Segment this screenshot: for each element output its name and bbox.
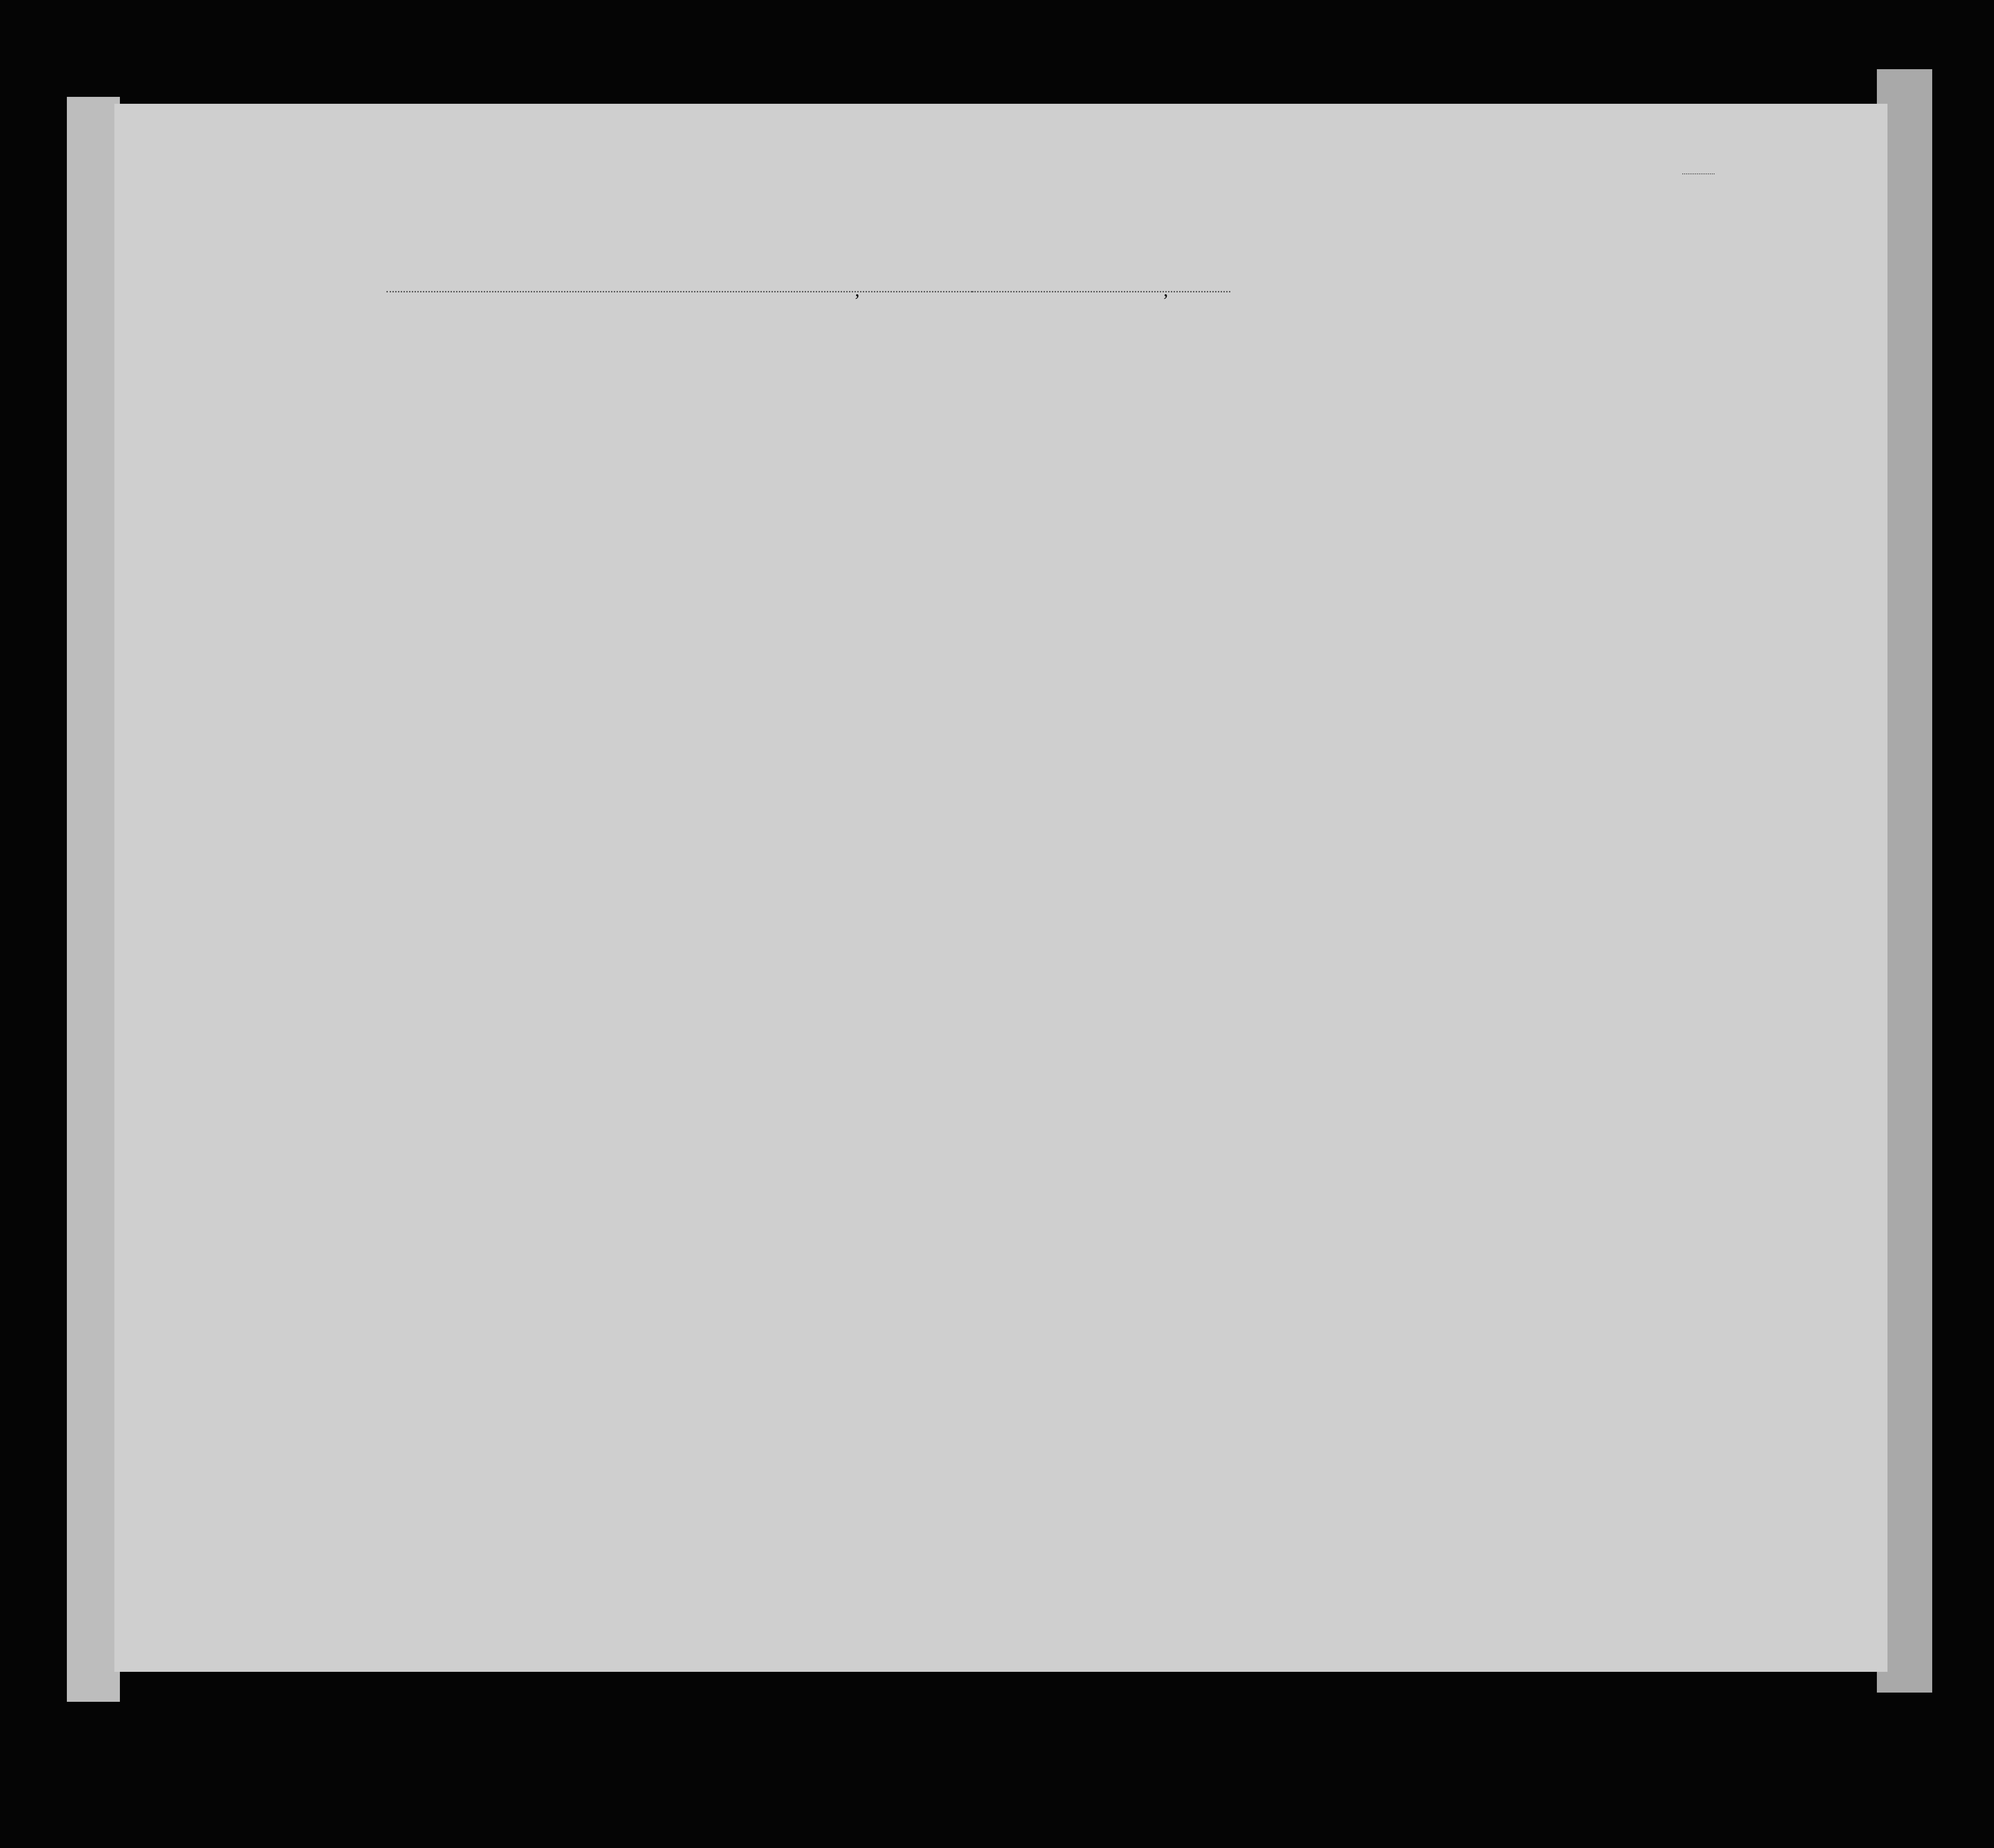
- date-dots: [972, 291, 1230, 292]
- list-number: [1682, 156, 1715, 174]
- col24-return: [1142, 376, 1174, 570]
- col26-header: [1286, 362, 1304, 565]
- col27-header: [1311, 362, 1329, 565]
- comma-2: ,: [1163, 279, 1168, 300]
- col34-inches: [1590, 408, 1608, 473]
- col24-length: [1176, 376, 1208, 570]
- table-grid: [114, 104, 1887, 1672]
- arriving-dots: [386, 291, 972, 292]
- col30-header: [1434, 353, 1452, 570]
- comma-1: ,: [855, 279, 860, 300]
- col29-header: [1392, 353, 1429, 570]
- col21-header: [719, 344, 747, 574]
- col24-citizen: [1211, 376, 1243, 570]
- col34-feet: [1568, 408, 1586, 473]
- col31-header: [1452, 353, 1469, 570]
- col25-header: [1249, 353, 1281, 570]
- list-label: [1664, 150, 1715, 173]
- manifest-sheet: [114, 104, 1887, 1672]
- col19-header: [600, 344, 628, 574]
- binding-strip: [67, 97, 120, 1702]
- col28-header: [1336, 353, 1383, 570]
